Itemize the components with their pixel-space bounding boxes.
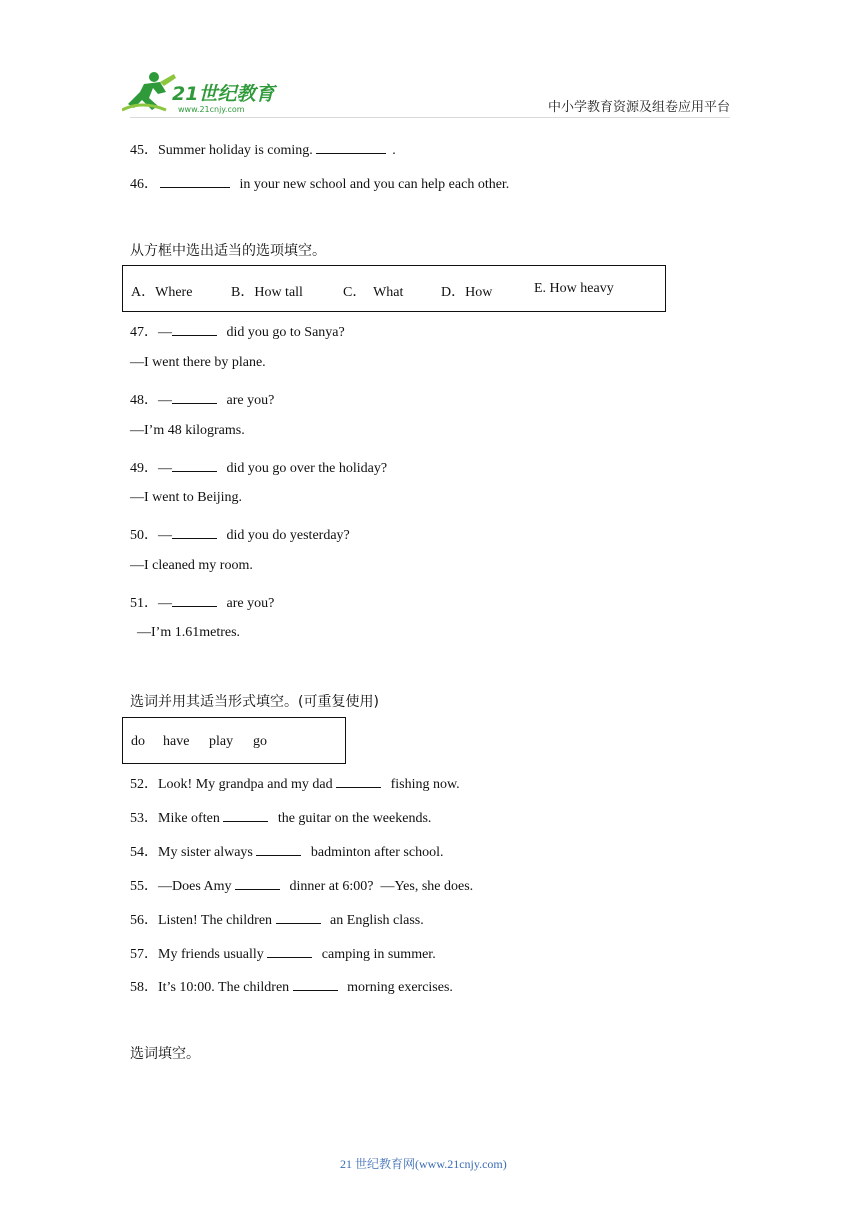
options-box: [122, 265, 666, 312]
answer-blank[interactable]: [172, 526, 217, 539]
answer-blank[interactable]: [267, 945, 312, 958]
logo-url: www.21cnjy.com: [178, 105, 245, 114]
option-d: D．How: [441, 285, 493, 300]
answer-blank[interactable]: [235, 877, 280, 890]
word-do: do: [131, 734, 145, 749]
site-logo: [122, 70, 292, 116]
word-go: go: [253, 734, 267, 749]
question-53: 53．Mike often the guitar on the weekends.: [130, 811, 432, 826]
answer-48: —I’m 48 kilograms.: [130, 423, 245, 438]
question-52: 52．Look! My grandpa and my dad fishing now.: [130, 777, 460, 792]
option-c: C． What: [343, 285, 404, 300]
answer-blank[interactable]: [172, 391, 217, 404]
word-have: have: [163, 734, 190, 749]
word-play: play: [209, 734, 234, 749]
section-instruction-word-form: 选词并用其适当形式填空。(可重复使用): [130, 694, 379, 710]
answer-blank[interactable]: [316, 141, 386, 154]
answer-blank[interactable]: [160, 175, 230, 188]
option-a: A．Where: [131, 285, 193, 300]
question-48: 48．— are you?: [130, 393, 275, 408]
option-b: B．How tall: [231, 285, 303, 300]
question-45: 45．Summer holiday is coming. .: [130, 143, 396, 158]
answer-blank[interactable]: [336, 775, 381, 788]
question-55: 55．—Does Amy dinner at 6:00? —Yes, she does.: [130, 879, 474, 894]
section-instruction-choose-words: 选词填空。: [130, 1046, 200, 1062]
question-54: 54．My sister always badminton after school.: [130, 845, 444, 860]
section-instruction-choose-options: 从方框中选出适当的选项填空。: [130, 243, 326, 259]
answer-50: —I cleaned my room.: [130, 558, 253, 573]
answer-blank[interactable]: [172, 459, 217, 472]
runner-icon: [122, 72, 176, 110]
question-50: 50．— did you do yesterday?: [130, 528, 350, 543]
question-46: 46． in your new school and you can help each other.: [130, 177, 510, 192]
answer-blank[interactable]: [172, 594, 217, 607]
logo-text: 21世纪教育: [172, 83, 275, 105]
answer-blank[interactable]: [172, 323, 217, 336]
question-51: 51．— are you?: [130, 596, 275, 611]
question-56: 56．Listen! The children an English class.: [130, 913, 424, 928]
footer-site-text: 21 世纪教育网(www.21cnjy.com): [340, 1157, 507, 1171]
header-platform-text: 中小学教育资源及组卷应用平台: [548, 99, 731, 114]
question-47: 47．— did you go to Sanya?: [130, 325, 345, 340]
answer-blank[interactable]: [256, 843, 301, 856]
header-divider: [130, 117, 730, 118]
question-49: 49．— did you go over the holiday?: [130, 461, 388, 476]
answer-blank[interactable]: [223, 809, 268, 822]
answer-51: —I’m 1.61metres.: [130, 625, 241, 640]
answer-blank[interactable]: [276, 911, 321, 924]
question-57: 57．My friends usually camping in summer.: [130, 947, 436, 962]
word-bank-box: [122, 717, 346, 764]
answer-49: —I went to Beijing.: [130, 490, 242, 505]
answer-47: —I went there by plane.: [130, 355, 266, 370]
question-58: 58．It’s 10:00. The children morning exercises.: [130, 980, 453, 995]
option-e: E. How heavy: [534, 281, 614, 296]
answer-blank[interactable]: [293, 978, 338, 991]
